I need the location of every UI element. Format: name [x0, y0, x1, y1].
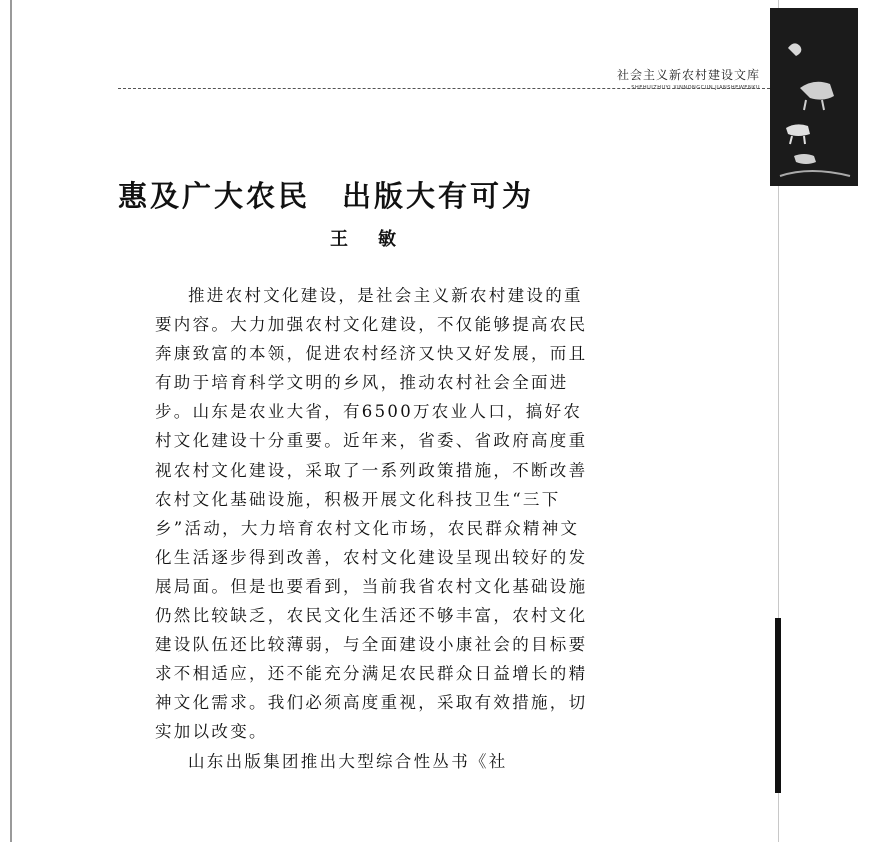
series-title: 社会主义新农村建设文库 — [616, 68, 760, 82]
page-left-edge — [10, 0, 12, 842]
title-part-1: 惠及广大农民 — [118, 179, 311, 213]
article-title — [118, 174, 678, 215]
article-body — [155, 281, 595, 776]
decorative-animal-image — [770, 8, 858, 186]
right-margin-bar — [775, 618, 781, 793]
paragraph-1: 推进农村文化建设，是社会主义新农村建设的重要内容。大力加强农村文化建设，不仅能够提高农民奔康致富的本领，促进农村经济又快又好发展，而且有助于培育科学文明的乡风，推动农村社会全面进步。山东是农业大省，有6500万农业人口，搞好农村文化建设十分重要。近年来，省委、省政府高度重视农村文化建设，采取了一系列政策措施，不断改善农村文化基础设施，积极开展文化科技卫生“三下乡”活动，大力培育农村文化市场，农民群众精神文化生活逐步得到改善，农村文化建设呈现出较好的发展局面。但是也要看到，当前我省农村文化基础设施仍然比较缺乏，农民文化生活还不够丰富，农村文化建设队伍还比较薄弱，与全面建设小康社会的目标要求不相适应，还不能充分满足农民群众日益增长的精神文化需求。我们必须高度重视，采取有效措施，切实加以改变。 — [155, 286, 588, 742]
paragraph-2: 山东出版集团推出大型综合性丛书《社 — [188, 751, 508, 771]
series-pinyin: SHEHUIZHUYI XINNONGCUN JIANSHEWENKU — [631, 85, 760, 91]
title-part-2: 出版大有可为 — [342, 179, 535, 213]
author-name: 王敏 — [330, 229, 426, 250]
header-rule — [118, 88, 770, 89]
